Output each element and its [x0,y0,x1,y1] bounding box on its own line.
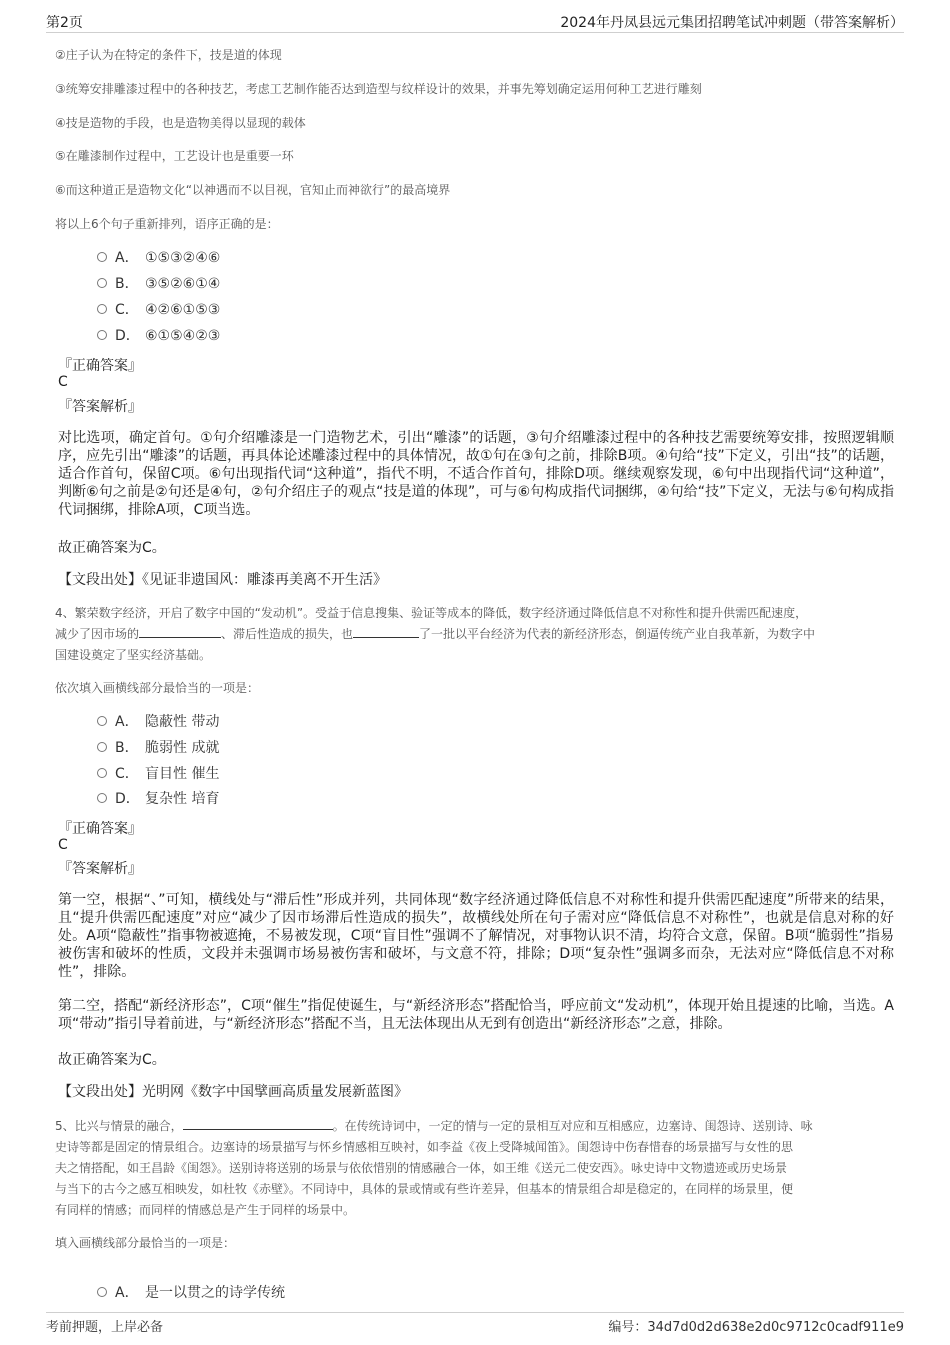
q4-stem-line-1: 4、繁荣数字经济，开启了数字中国的“发动机”。受益于信息搜集、验证等成本的降低，数字经济通过降低信息不对称性和提升供需匹配速度， [55,606,808,620]
radio-icon[interactable] [97,1287,107,1297]
radio-icon[interactable] [97,768,107,778]
sentence-6: ⑥而这种道正是造物文化“以神遇而不以目视，官知止而神欲行”的最高境界 [55,183,451,197]
analysis-text: 第一空，根据“、”可知，横线处与“滞后性”形成并列，共同体现“数字经济通过降低信息不对称性和提升供需匹配速度”所带来的结果，且“提升供需匹配速度”对应“减少了因市场滞后性造成的损失”，故横线处所在句子需对应“降低信息不对称性”，也就是信息对称的好处。A项“隐蔽性”指事物被遮掩，不易被发现，C项“盲目性”强调不了解情况，对事物认识不清，均符合文意，保留。B项“脆弱性”指易被伤害和破坏的性质，文段并未强调市场易被伤害和破坏，与文意不符，排除；D项“复杂性”强调多而杂，无法对应“降低信息不对称性”，排除。 [58,892,894,980]
q5-stem-line-4: 与当下的古今之感互相映发，如杜牧《赤壁》。不同诗中，具体的景或情或有些许差异，但基本的情景组合却是稳定的，在同样的场景里，便 [55,1182,794,1196]
q5-stem-line-3: 夫之情搭配，如王昌龄《闺怨》。送别诗将送别的场景与依依惜别的情感融合一体，如王维《送元二使安西》。咏史诗中文物遗迹或历史场景 [55,1161,788,1175]
q4-option-a[interactable]: A． 隐蔽性 带动 [97,712,219,732]
radio-icon[interactable] [97,278,107,288]
answer-blank [353,625,419,638]
analysis-text: 对比选项，确定首句。①句介绍雕漆是一门造物艺术，引出“雕漆”的话题，③句介绍雕漆过程中的各种技艺需要统筹安排，按照逻辑顺序，应先引出“雕漆”的话题，再具体论述雕漆过程中的具体情况，故①句在③句之前，排除B项。④句给“技”下定义，引出“技”的话题，适合作首句，保留C项。⑥句出现指代词“这种道”，指代不明，不适合作首句，排除D项。继续观察发现，⑥句中出现指代词“这种道”，判断⑥句之前是②句还是④句，②句介绍庄子的观点“技是道的体现”，可与⑥句构成指代词捆绑，④句给“技”下定义，无法与⑥句构成指代词捆绑，排除A项，C项当选。 [58,430,894,518]
radio-icon[interactable] [97,742,107,752]
document-title: 2024年丹凤县远元集团招聘笔试冲刺题（带答案解析） [560,15,904,31]
question-prompt: 依次填入画横线部分最恰当的一项是： [55,681,260,695]
sentence-4: ④技是造物的手段，也是造物美得以显现的载体 [55,116,306,130]
answer-blank [139,625,221,638]
q4-option-c[interactable]: C． 盲目性 催生 [97,764,219,784]
q3-option-d[interactable]: D． ⑥①⑤④②③ [97,326,220,346]
radio-icon[interactable] [97,304,107,314]
question-prompt: 将以上6个句子重新排列，语序正确的是： [55,217,279,231]
analysis-text: 第二空，搭配“新经济形态”，C项“催生”指促使诞生，与“新经济形态”搭配恰当，呼应前文“发动机”，体现开始且提速的比喻，当选。A项“带动”指引导着前进，与“新经济形态”搭配不当，且无法体现出从无到有创造出“新经济形态”之意，排除。 [58,998,894,1032]
document-id: 编号：34d7d0d2d638e2d0c9712c0cadf911e9 [608,1320,904,1335]
page-header [46,12,904,33]
radio-icon[interactable] [97,716,107,726]
analysis-label: 『答案解析』 [58,399,142,415]
answer-label: 『正确答案』 [58,358,142,374]
radio-icon[interactable] [97,252,107,262]
q4-option-d[interactable]: D． 复杂性 培育 [97,789,219,809]
q5-stem-line-1: 5、比兴与情景的融合， 。在传统诗词中，一定的情与一定的景相互对应和互相感应，边塞诗、闺怨诗、送别诗、咏 [55,1119,813,1133]
q5-stem-line-5: 有同样的情感；而同样的情感总是产生于同样的场景中。 [55,1203,356,1217]
radio-icon[interactable] [97,330,107,340]
q4-stem-line-3: 国建设奠定了坚实经济基础。 [55,648,212,662]
q3-option-b[interactable]: B． ③⑤②⑥①④ [97,274,220,294]
conclusion: 故正确答案为C。 [58,1052,166,1068]
question-prompt: 填入画横线部分最恰当的一项是： [55,1236,236,1250]
sentence-5: ⑤在雕漆制作过程中，工艺设计也是重要一环 [55,149,294,163]
analysis-label: 『答案解析』 [58,861,142,877]
conclusion: 故正确答案为C。 [58,540,166,556]
q5-option-a[interactable]: A． 是一以贯之的诗学传统 [97,1283,285,1303]
q4-stem-line-2: 减少了因市场的 、滞后性造成的损失，也 了一批以平台经济为代表的新经济形态，倒逼传统产业自我革新，为数字中 [55,627,816,641]
answer-blank [183,1117,333,1130]
footer-slogan: 考前押题，上岸必备 [46,1320,164,1335]
answer-value: C [58,837,68,853]
page-number: 第2页 [46,15,83,31]
source: 【文段出处】《见证非遗国风：雕漆再美离不开生活》 [58,572,387,588]
page-footer [46,1312,904,1335]
sentence-2: ②庄子认为在特定的条件下，技是道的体现 [55,48,282,62]
q4-option-b[interactable]: B． 脆弱性 成就 [97,738,219,758]
q3-option-c[interactable]: C． ④②⑥①⑤③ [97,300,220,320]
q5-stem-line-2: 史诗等都是固定的情景组合。边塞诗的场景描写与怀乡情感相互映衬，如李益《夜上受降城闻笛》。闺怨诗中伤春惜春的场景描写与女性的思 [55,1140,794,1154]
sentence-3: ③统筹安排雕漆过程中的各种技艺，考虑工艺制作能否达到造型与纹样设计的效果，并事先筹划确定运用何种工艺进行雕刻 [55,82,702,96]
radio-icon[interactable] [97,793,107,803]
answer-value: C [58,374,68,390]
source: 【文段出处】光明网《数字中国擘画高质量发展新蓝图》 [58,1084,408,1100]
q3-option-a[interactable]: A． ①⑤③②④⑥ [97,248,220,268]
answer-label: 『正确答案』 [58,821,142,837]
